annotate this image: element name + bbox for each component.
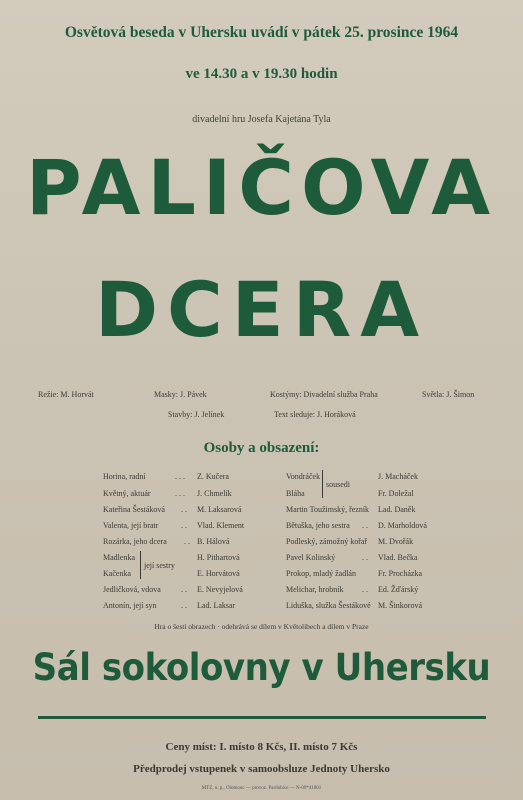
cast-row xyxy=(103,601,236,610)
cast-actor: Vlad. Bečka xyxy=(378,553,418,562)
credit-lights: Světla: J. Šimon xyxy=(422,390,475,399)
cast-actor: Ed. Žďárský xyxy=(378,585,419,594)
cast-row xyxy=(103,489,232,498)
cast-row xyxy=(286,601,422,610)
cast-role: Madlenka xyxy=(103,553,135,562)
cast-actor: M. Šinkorová xyxy=(378,601,422,610)
cast-role: Květný, aktuár xyxy=(103,489,151,498)
play-title-line-1: PALIČOVA xyxy=(25,143,498,232)
cast-group-label: sousedi xyxy=(326,480,350,489)
cast-row xyxy=(103,553,240,562)
cast-row xyxy=(103,569,240,578)
cast-actor: Lad. Daněk xyxy=(378,505,416,514)
cast-dots: . . xyxy=(362,521,368,530)
cast-role: Antonín, její syn xyxy=(103,601,157,610)
cast-role: Valenta, její bratr xyxy=(103,521,159,530)
cast-dots: . . xyxy=(181,505,187,514)
cast-dots: . . xyxy=(181,521,187,530)
cast-actor: Fr. Procházka xyxy=(378,569,422,578)
cast-role: Vondráček xyxy=(286,472,321,481)
play-subtitle: divadelní hru Josefa Kajetána Tyla xyxy=(192,114,331,125)
cast-row xyxy=(286,585,419,594)
cast-actor: J. Chmelík xyxy=(197,489,232,498)
cast-row xyxy=(286,537,414,546)
cast-actor: Lad. Laksar xyxy=(197,601,236,610)
cast-dots: . . xyxy=(181,601,187,610)
divider xyxy=(38,716,486,719)
cast-actor: Vlad. Klement xyxy=(197,521,245,530)
event-times: ve 14.30 a v 19.30 hodin xyxy=(185,66,338,82)
cast-role: Kačenka xyxy=(103,569,131,578)
venue-name: Sál sokolovny v Uhersku xyxy=(32,646,491,689)
cast-heading: Osoby a obsazení: xyxy=(203,440,320,456)
printer-imprint: MTZ, n. p., Olomouc — provoz. Pardubice — N-09*41001 xyxy=(201,786,322,791)
cast-group-brace xyxy=(140,551,141,579)
cast-dots: . . xyxy=(181,585,187,594)
cast-row xyxy=(103,472,229,481)
play-note: Hra o šesti obrazech · odehrává se dílem v Květolibech a dílem v Praze xyxy=(154,622,369,631)
cast-role: Rozárka, jeho dcera xyxy=(103,537,167,546)
cast-actor: E. Horvátová xyxy=(197,569,240,578)
cast-actor: Fr. Doležal xyxy=(378,489,414,498)
cast-actor: B. Hálová xyxy=(197,537,230,546)
credit-sets: Stavby: J. Jelínek xyxy=(168,410,225,419)
cast-row xyxy=(286,489,414,498)
cast-group-label: její sestry xyxy=(144,561,175,570)
cast-row xyxy=(286,553,418,562)
cast-actor: M. Dvořák xyxy=(378,537,414,546)
credit-director: Režie: M. Horvát xyxy=(38,390,94,399)
cast-group-brace xyxy=(322,470,323,498)
credit-prompter: Text sleduje: J. Horáková xyxy=(274,410,356,419)
cast-role: Horina, radní xyxy=(103,472,146,481)
cast-row xyxy=(286,521,427,530)
cast-row xyxy=(103,505,242,514)
cast-dots: . . xyxy=(362,553,368,562)
play-title-line-2: DCERA xyxy=(94,265,429,354)
cast-actor: M. Laksarová xyxy=(197,505,242,514)
credit-costumes: Kostýmy: Divadelní služba Praha xyxy=(270,390,378,399)
ticket-presale: Předprodej vstupenek v samoobsluze Jednoty Uhersko xyxy=(133,763,390,775)
cast-role: Melichar, hrobník xyxy=(286,585,344,594)
cast-role: Prokop, mladý žadlán xyxy=(286,569,356,578)
cast-role: Bětuška, jeho sestra xyxy=(286,521,350,530)
credit-makeup: Masky: J. Pávek xyxy=(154,390,207,399)
cast-actor: E. Nevyjelová xyxy=(197,585,243,594)
cast-actor: D. Marholdová xyxy=(378,521,427,530)
cast-dots: . . xyxy=(362,585,368,594)
cast-actor: H. Pithartová xyxy=(197,553,240,562)
cast-row xyxy=(286,505,416,514)
ticket-prices: Ceny míst: I. místo 8 Kčs, II. místo 7 Kčs xyxy=(165,741,358,753)
cast-dots: . . . xyxy=(175,489,185,498)
cast-row xyxy=(103,521,245,530)
cast-row xyxy=(286,569,422,578)
event-header: Osvětová beseda v Uhersku uvádí v pátek 25. prosince 1964 xyxy=(64,24,459,41)
cast-actor: Z. Kučera xyxy=(197,472,229,481)
cast-role: Martin Toužimský, řezník xyxy=(286,505,370,514)
cast-role: Liduška, služka Šestákové xyxy=(286,601,371,610)
cast-role: Kateřina Šestáková xyxy=(103,505,165,514)
cast-dots: . . . xyxy=(175,472,185,481)
cast-row xyxy=(103,585,243,594)
cast-role: Jedličková, vdova xyxy=(103,585,161,594)
cast-dots: . . xyxy=(184,537,190,546)
cast-role: Bláha xyxy=(286,489,305,498)
cast-row xyxy=(103,537,230,546)
cast-role: Podleský, zámožný kořař xyxy=(286,537,368,546)
cast-role: Pavel Kolinský xyxy=(286,553,336,562)
cast-row xyxy=(286,472,418,481)
cast-actor: J. Macháček xyxy=(378,472,418,481)
